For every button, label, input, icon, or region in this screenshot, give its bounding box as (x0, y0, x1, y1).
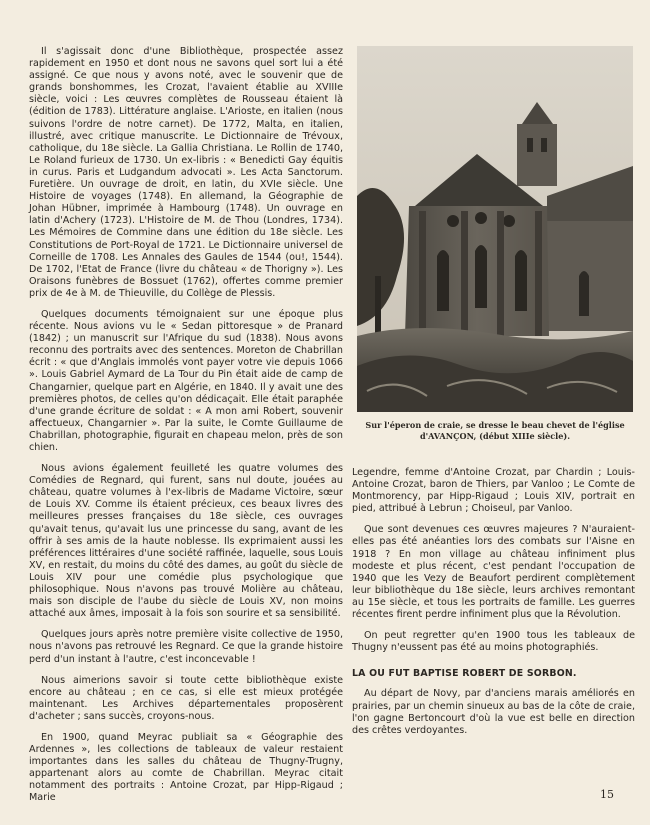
paragraph-regnard-comedies: Nous avions également feuilleté les quatre volumes des Comédies de Regnard, qui furent, sans nul doute, jouées au château, quatre volumes à l'ex-libris de Madame Victoire, sœur de Louis XV. Comme ils étaient précieux, ces beaux livres des meilleures presses françaises du 18e siècle, ces ouvrages qu'avait tenus, qu'avait lus une princesse du sang, avant de les offrir à ses amis de la haute noblesse. Ils exprimaient aussi les préférences littéraires d'une société raffinée, laquelle, sous Louis XV, en restait, du moins du côté des dames, au goût du siècle de Louis XIV pour une comédie plus psychologique que philosophique. Nous n'avons pas trouvé Molière au château, mais son disciple de l'aube du siècle de Louis XV, non moins attaché aux âmes, imposait à la fois son sourire et sa sensibilité. (29, 463, 343, 620)
church-photo (357, 46, 633, 412)
left-text-column (29, 46, 343, 814)
right-text-column (352, 467, 635, 746)
paragraph-archives: Nous aimerions savoir si toute cette bibliothèque existe encore au château ; en ce cas, si elle est mieux protégée maintenant. Les Archives départementales proposèrent d'acheter ; sans succès, croyons-nous. (29, 674, 343, 722)
caption-line-2: d'AVANÇON, (début XIIIe siècle). (419, 430, 571, 441)
paragraph-novy-route: Au départ de Novy, par d'anciens marais améliorés en prairies, par un chemin sinueux au bas de la côte de craie, l'on gagne Bertoncourt d'où la vue est belle en direction des crêtes verdoyantes. (352, 688, 635, 736)
photo-caption (357, 420, 633, 441)
paragraph-library-inventory: Il s'agissait donc d'une Bibliothèque, prospectée assez rapidement en 1950 et dont nous ne savons quel sort lui a été assigné. Ce que nous y avons noté, avec le souvenir que de grands bonshommes, les Crozat, l'avaient établie au XVIIIe siècle, voici : Les œuvres complètes de Rousseau étaient là (édition de 1783). Littérature anglaise. L'Arioste, en italien (nous suivons l'ordre de notre carnet). De 1772, Malta, en italien, illustré, avec critique manuscrite. Le Dictionnaire de Trévoux, catholique, du 18e siècle. La Gallia Christiana. Le Rollin de 1740, Le Roland furieux de 1730. Un ex-libris : « Benedicti Gay équitis in curus. Paris et Ludgandum advocati ». Les Acta Sanctorum. Furetière. Un ouvrage de droit, en latin, du XVIe siècle. Une Histoire de voyages (1748). En allemand, la Géographie de Johan Hübner, imprimée à Hambourg (1748). Un ouvrage en latin d'Achery (1723). L'Histoire de M. de Thou (Londres, 1734). Les Mémoires de Commine dans une édition du 18e siècle. Les Constitutions de Port-Royal de 1721. Le Dictionnaire universel de Corneille de 1708. Les Annales des Gaules de 1544 (ou!, 1544). De 1702, l'Etat de France (livre du château « de Thorigny »). Les Oraisons funèbres de Bossuet (1762), offertes comme premier prix de 4e à M. de Thieuville, du Collège de Plessis. (29, 46, 343, 299)
section-heading: LA OU FUT BAPTISE ROBERT DE SORBON. (352, 668, 577, 680)
paragraph-photographs-regret: On peut regretter qu'en 1900 tous les tableaux de Thugny n'eussent pas été au moins photographiés. (352, 630, 635, 654)
church-chevet-image (357, 46, 633, 412)
page-number: 15 (600, 788, 614, 801)
paragraph-meyrac-1900: En 1900, quand Meyrac publiait sa « Géographie des Ardennes », les collections de tableaux de valeur restaient importantes dans les salles du château de Thugny-Trugny, appartenant alors au comte de Chabrillan. Meyrac citait notamment des portraits : Antoine Crozat, par Hipp-Rigaud ; Marie (29, 731, 343, 804)
paragraph-regnard-lost: Quelques jours après notre première visite collective de 1950, nous n'avons pas retrouvé les Regnard. Ce que la grande histoire perd d'un instant à l'autre, c'est inconcevable ! (29, 629, 343, 665)
paragraph-portraits-continued: Legendre, femme d'Antoine Crozat, par Chardin ; Louis-Antoine Crozat, baron de Thiers, par Vanloo ; Le Comte de Montmorency, par Hipp-Rigaud ; Louis XIV, portrait en pied, attribué à Lebrun ; Choiseul, par Vanloo. (352, 467, 635, 515)
paragraph-lost-works: Que sont devenues ces œuvres majeures ? N'auraient-elles pas été anéanties lors des combats sur l'Aisne en 1918 ? En mon village au château infiniment plus modeste et plus récent, c'est pendant l'occupation de 1940 que les Vezy de Beaufort perdirent complètement leur bibliothèque du 18e siècle, leurs archives remontant au 15e siècle, et tous les portraits de famille. Les guerres récentes firent perdre infiniment plus que la Révolution. (352, 524, 635, 621)
paragraph-recent-documents: Quelques documents témoignaient sur une époque plus récente. Nous avions vu le « Sedan pittoresque » de Pranard (1842) ; un manuscrit sur l'Afrique du sud (1838). Nous avons reconnu des portraits avec des sentences. Moreton de Chabrillan écrit : « que d'Anglais immolés vont payer votre vie depuis 1066 ». Louis Gabriel Aymard de La Tour du Pin était aide de camp de Changarnier, quelque part en Algérie, en 1840. Il y avait une des premières photos, de celles qu'on dédicaçait. Elle était paraphée d'une grande écriture de soldat : « A mon ami Robert, souvenir affectueux, Changarnier ». Par la suite, le Comte Guillaume de Chabrillan, photographie, figurait en chapeau melon, près de son chien. (29, 308, 343, 453)
caption-line-1: Sur l'éperon de craie, se dresse le beau chevet de l'église (365, 420, 625, 430)
